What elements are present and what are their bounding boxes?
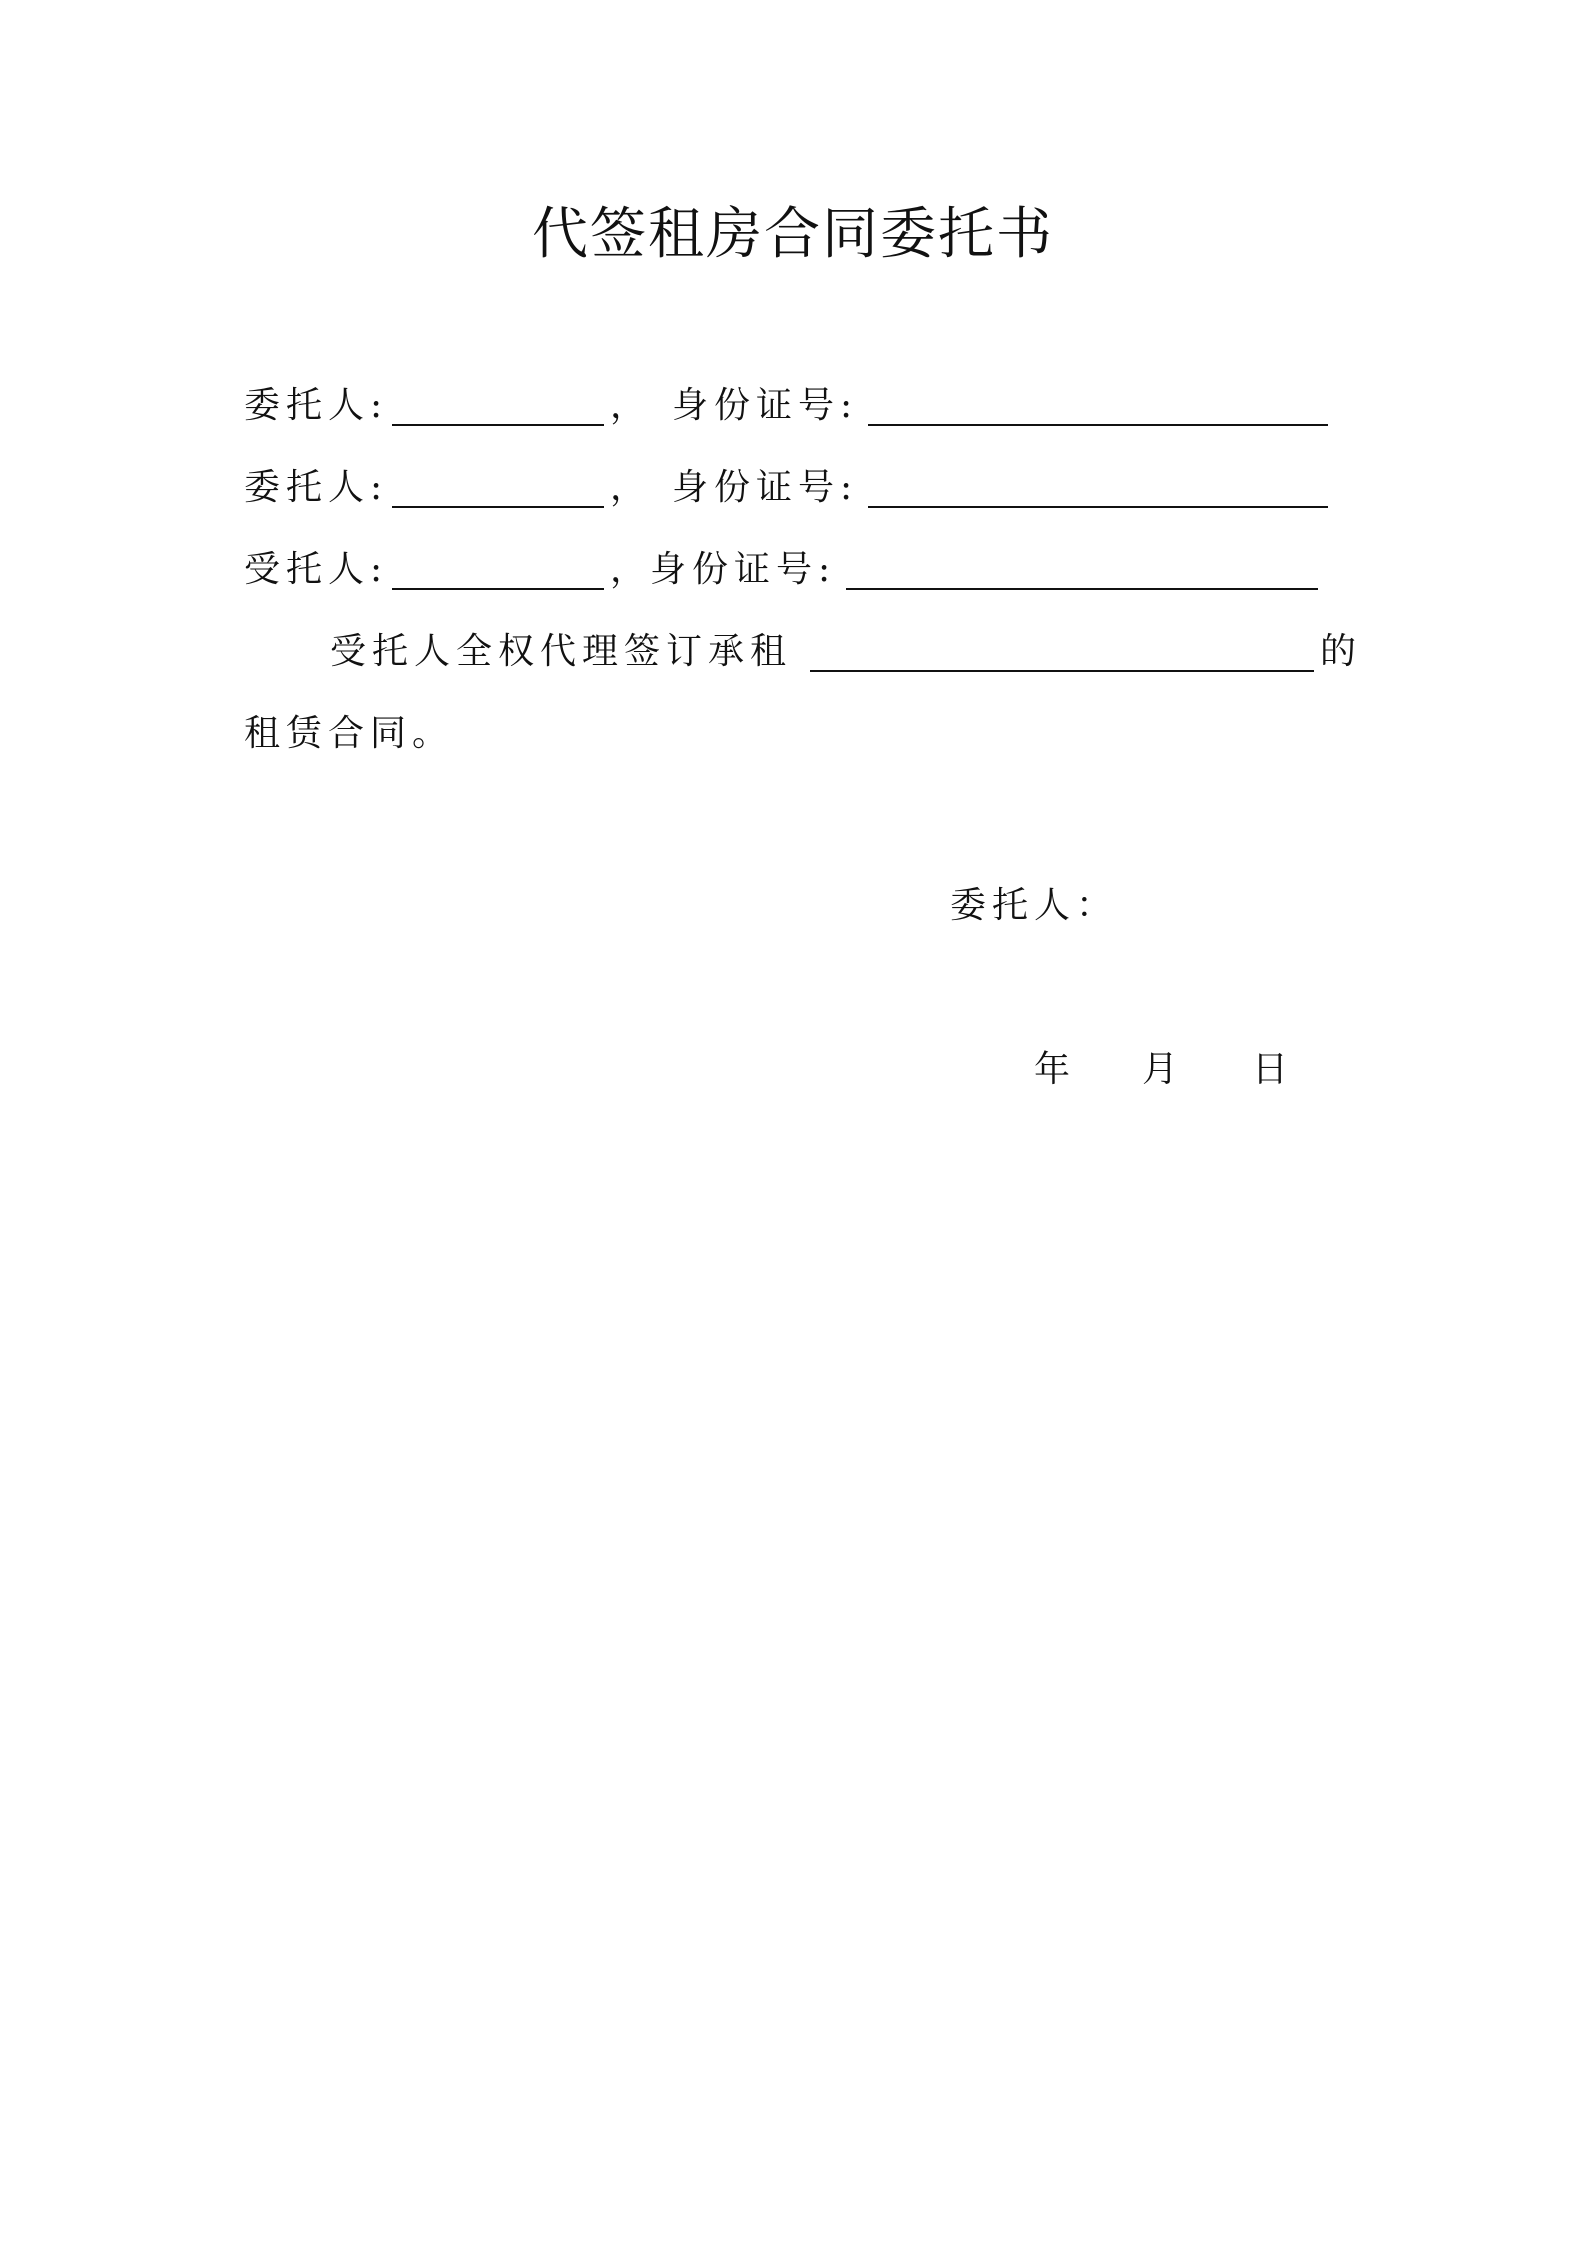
principal-name-field-2[interactable] <box>392 506 604 508</box>
agent-name-field[interactable] <box>392 588 604 590</box>
principal-label-2: 委托人: <box>244 467 389 508</box>
statement-continuation: 租赁合同。 <box>244 713 455 754</box>
id-number-field-3[interactable] <box>846 588 1318 590</box>
id-number-field-2[interactable] <box>868 506 1328 508</box>
agent-label: 受托人: <box>244 549 389 590</box>
id-label-2: 身份证号: <box>672 467 859 508</box>
principal-label-1: 委托人: <box>244 385 389 426</box>
date-year-label: 年 <box>1034 1049 1077 1090</box>
principal-name-field-1[interactable] <box>392 424 604 426</box>
id-label-3: 身份证号: <box>650 549 837 590</box>
signature-label: 委托人： <box>950 885 1119 926</box>
comma-1: ， <box>610 385 653 426</box>
comma-2: ， <box>610 467 653 508</box>
date-day-label: 日 <box>1252 1049 1295 1090</box>
comma-3: ， <box>610 549 653 590</box>
property-address-field[interactable] <box>810 670 1314 672</box>
statement-prefix: 受托人全权代理签订承租 <box>330 631 793 672</box>
document-title: 代签租房合同委托书 <box>532 202 1054 267</box>
id-label-1: 身份证号: <box>672 385 859 426</box>
date-month-label: 月 <box>1142 1049 1185 1090</box>
id-number-field-1[interactable] <box>868 424 1328 426</box>
statement-suffix: 的 <box>1320 631 1363 672</box>
